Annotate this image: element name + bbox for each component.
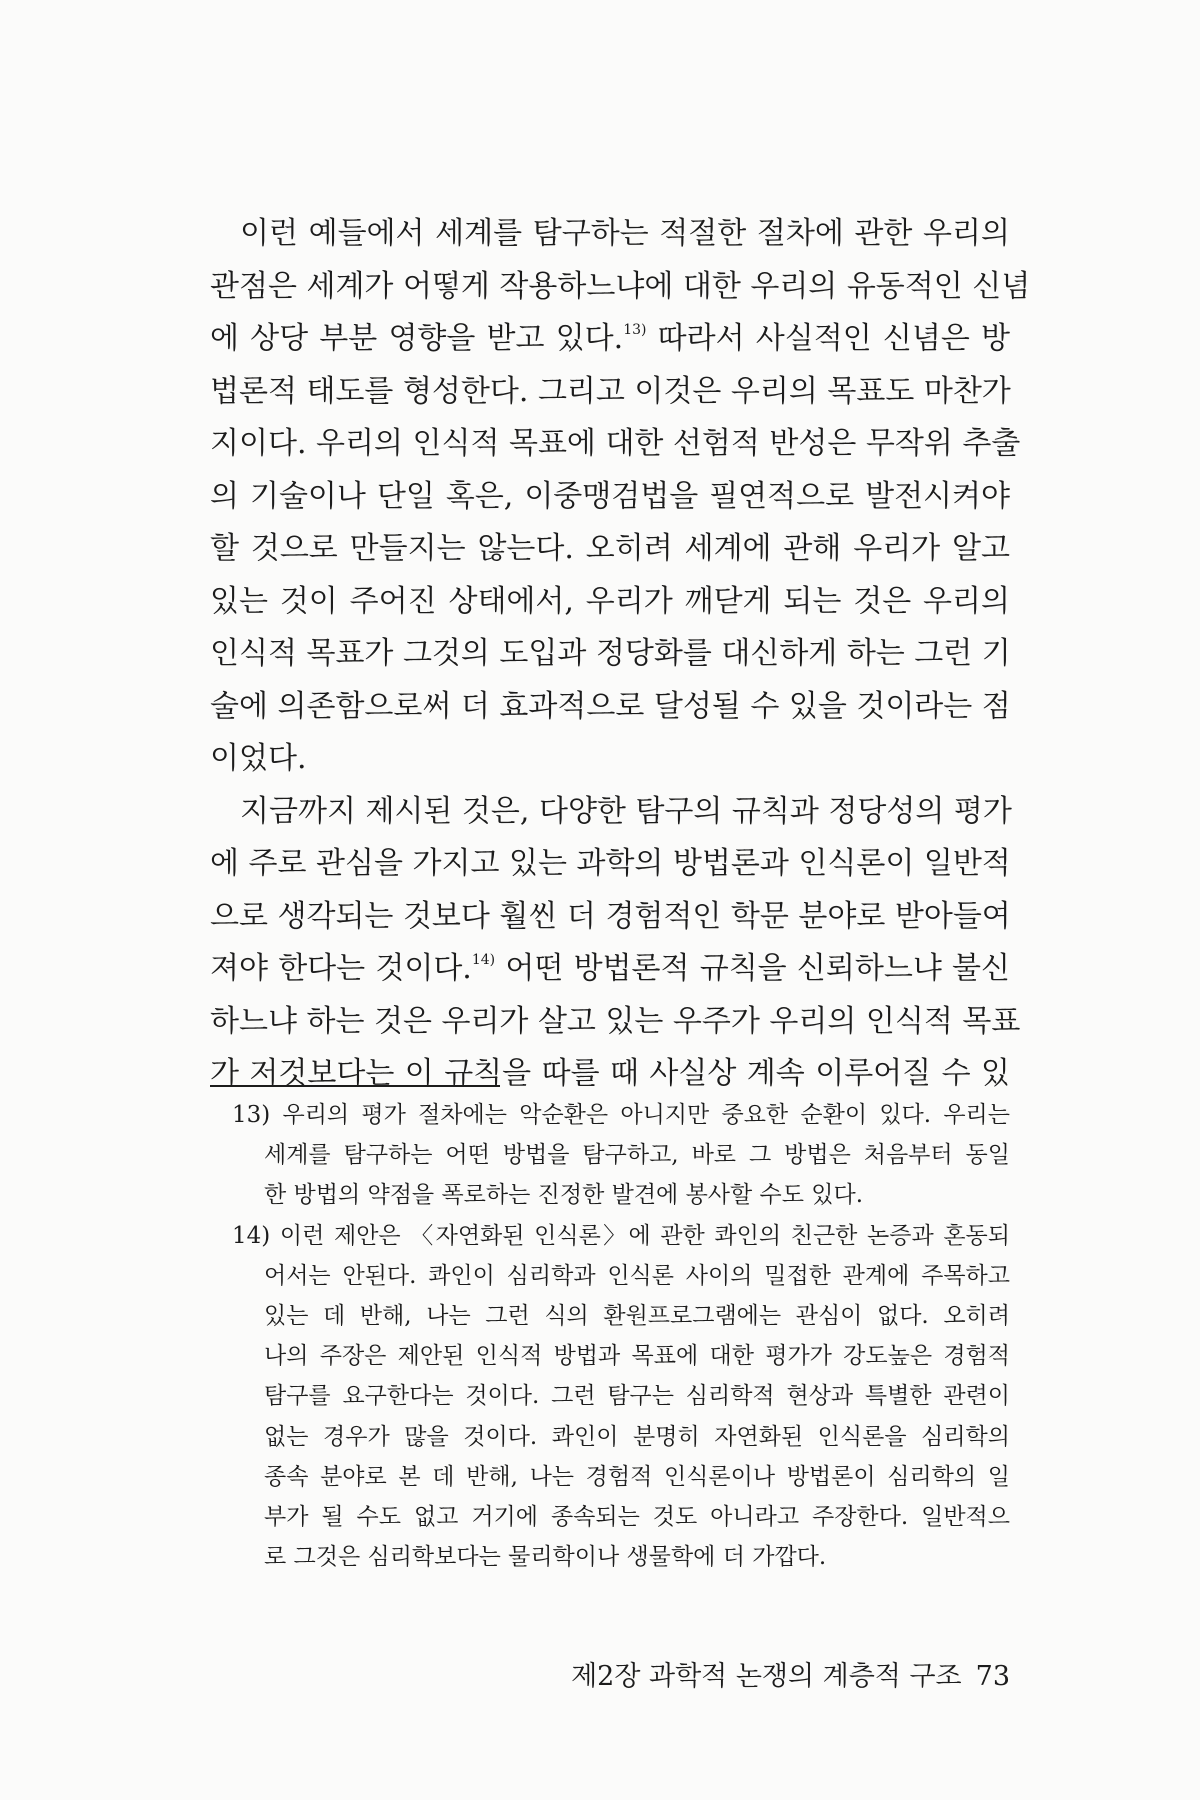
footnote-line: 종속 분야로 본 데 반해, 나는 경험적 인식론이나 방법론이 심리학의 일 — [264, 1463, 1010, 1490]
footnote-line: 탐구를 요구한다는 것이다. 그런 탐구는 심리학적 현상과 특별한 관련이 — [264, 1383, 1010, 1410]
text-line: 술에 의존함으로써 더 효과적으로 달성될 수 있을 것이라는 점 — [210, 688, 1011, 724]
text-line: 인식적 목표가 그것의 도입과 정당화를 대신하게 하는 그런 기 — [210, 636, 1011, 671]
main-text — [210, 208, 1031, 1101]
footnotes — [232, 1095, 1010, 1577]
footnote-ref-14: 14) — [471, 952, 496, 968]
text-line — [210, 943, 1010, 996]
text-line: 이런 예들에서 세계를 탐구하는 적절한 절차에 관한 우리의 — [240, 216, 1010, 251]
footnote-line: 세계를 탐구하는 어떤 방법을 탐구하고, 바로 그 방법은 처음부터 동일 — [264, 1142, 1010, 1169]
text-line: 에 주로 관심을 가지고 있는 과학의 방법론과 인식론이 일반적 — [210, 846, 1011, 881]
footnote-line: 로 그것은 심리학보다는 물리학이나 생물학에 더 가깝다. — [264, 1544, 827, 1571]
running-footer — [571, 1654, 1010, 1693]
text-line: 있는 것이 주어진 상태에서, 우리가 깨닫게 되는 것은 우리의 — [210, 583, 1010, 619]
footnote-line: 부가 될 수도 없고 거기에 종속되는 것도 아니라고 주장한다. 일반적으 — [264, 1503, 1010, 1530]
footnote-ref-13: 13) — [623, 322, 647, 338]
footnote-13 — [232, 1095, 1010, 1216]
text-line: 법론적 태도를 형성한다. 그리고 이것은 우리의 목표도 마찬가 — [210, 373, 1011, 409]
footnote-14 — [232, 1216, 1010, 1578]
text-line: 관점은 세계가 어떻게 작용하느냐에 대한 우리의 유동적인 신념 — [210, 268, 1031, 304]
text-line: 의 기술이나 단일 혹은, 이중맹검법을 필연적으로 발전시켜야 — [210, 478, 1010, 514]
page-number: 73 — [975, 1661, 1010, 1692]
text-segment: 에 상당 부분 영향을 받고 있다. — [210, 321, 624, 356]
chapter-title: 제2장 과학적 논쟁의 계층적 구조 — [571, 1661, 962, 1692]
text-line: 으로 생각되는 것보다 훨씬 더 경험적인 학문 분야로 받아들여 — [210, 898, 1011, 934]
text-line: 지이다. 우리의 인식적 목표에 대한 선험적 반성은 무작위 추출 — [210, 426, 1021, 461]
text-segment: 져야 한다는 것이다. — [210, 951, 472, 986]
text-line: 하느냐 하는 것은 우리가 살고 있는 우주가 우리의 인식적 목표 — [210, 1003, 1021, 1039]
text-segment: 어떤 방법론적 규칙을 신뢰하느냐 불신 — [495, 951, 1010, 986]
text-line: 이었다. — [210, 741, 307, 776]
text-line — [210, 313, 1010, 366]
text-line: 할 것으로 만들지는 않는다. 오히려 세계에 관해 우리가 알고 — [210, 531, 1010, 566]
footnote-line: 나의 주장은 제안된 인식적 방법과 목표에 대한 평가가 강도높은 경험적 — [264, 1343, 1010, 1370]
footnote-line: 있는 데 반해, 나는 그런 식의 환원프로그램에는 관심이 없다. 오히려 — [264, 1302, 1010, 1329]
footnote-line: 한 방법의 약점을 폭로하는 진정한 발견에 봉사할 수도 있다. — [264, 1182, 864, 1209]
footnote-line: 14) 이런 제안은 〈자연화된 인식론〉에 관한 콰인의 친근한 논증과 혼동되 — [232, 1222, 1010, 1249]
footnote-line: 어서는 안된다. 콰인이 심리학과 인식론 사이의 밀접한 관계에 주목하고 — [264, 1262, 1010, 1289]
footnote-line: 13) 우리의 평가 절차에는 악순환은 아니지만 중요한 순환이 있다. 우리는 — [232, 1102, 1010, 1128]
text-line: 가 저것보다는 이 규칙을 따를 때 사실상 계속 이루어질 수 있 — [210, 1056, 1010, 1091]
text-line: 지금까지 제시된 것은, 다양한 탐구의 규칙과 정당성의 평가 — [240, 793, 1012, 829]
text-segment: 따라서 사실적인 신념은 방 — [646, 321, 1010, 356]
footnote-divider — [210, 1085, 500, 1087]
footnote-line: 없는 경우가 많을 것이다. 콰인이 분명히 자연화된 인식론을 심리학의 — [264, 1423, 1010, 1450]
